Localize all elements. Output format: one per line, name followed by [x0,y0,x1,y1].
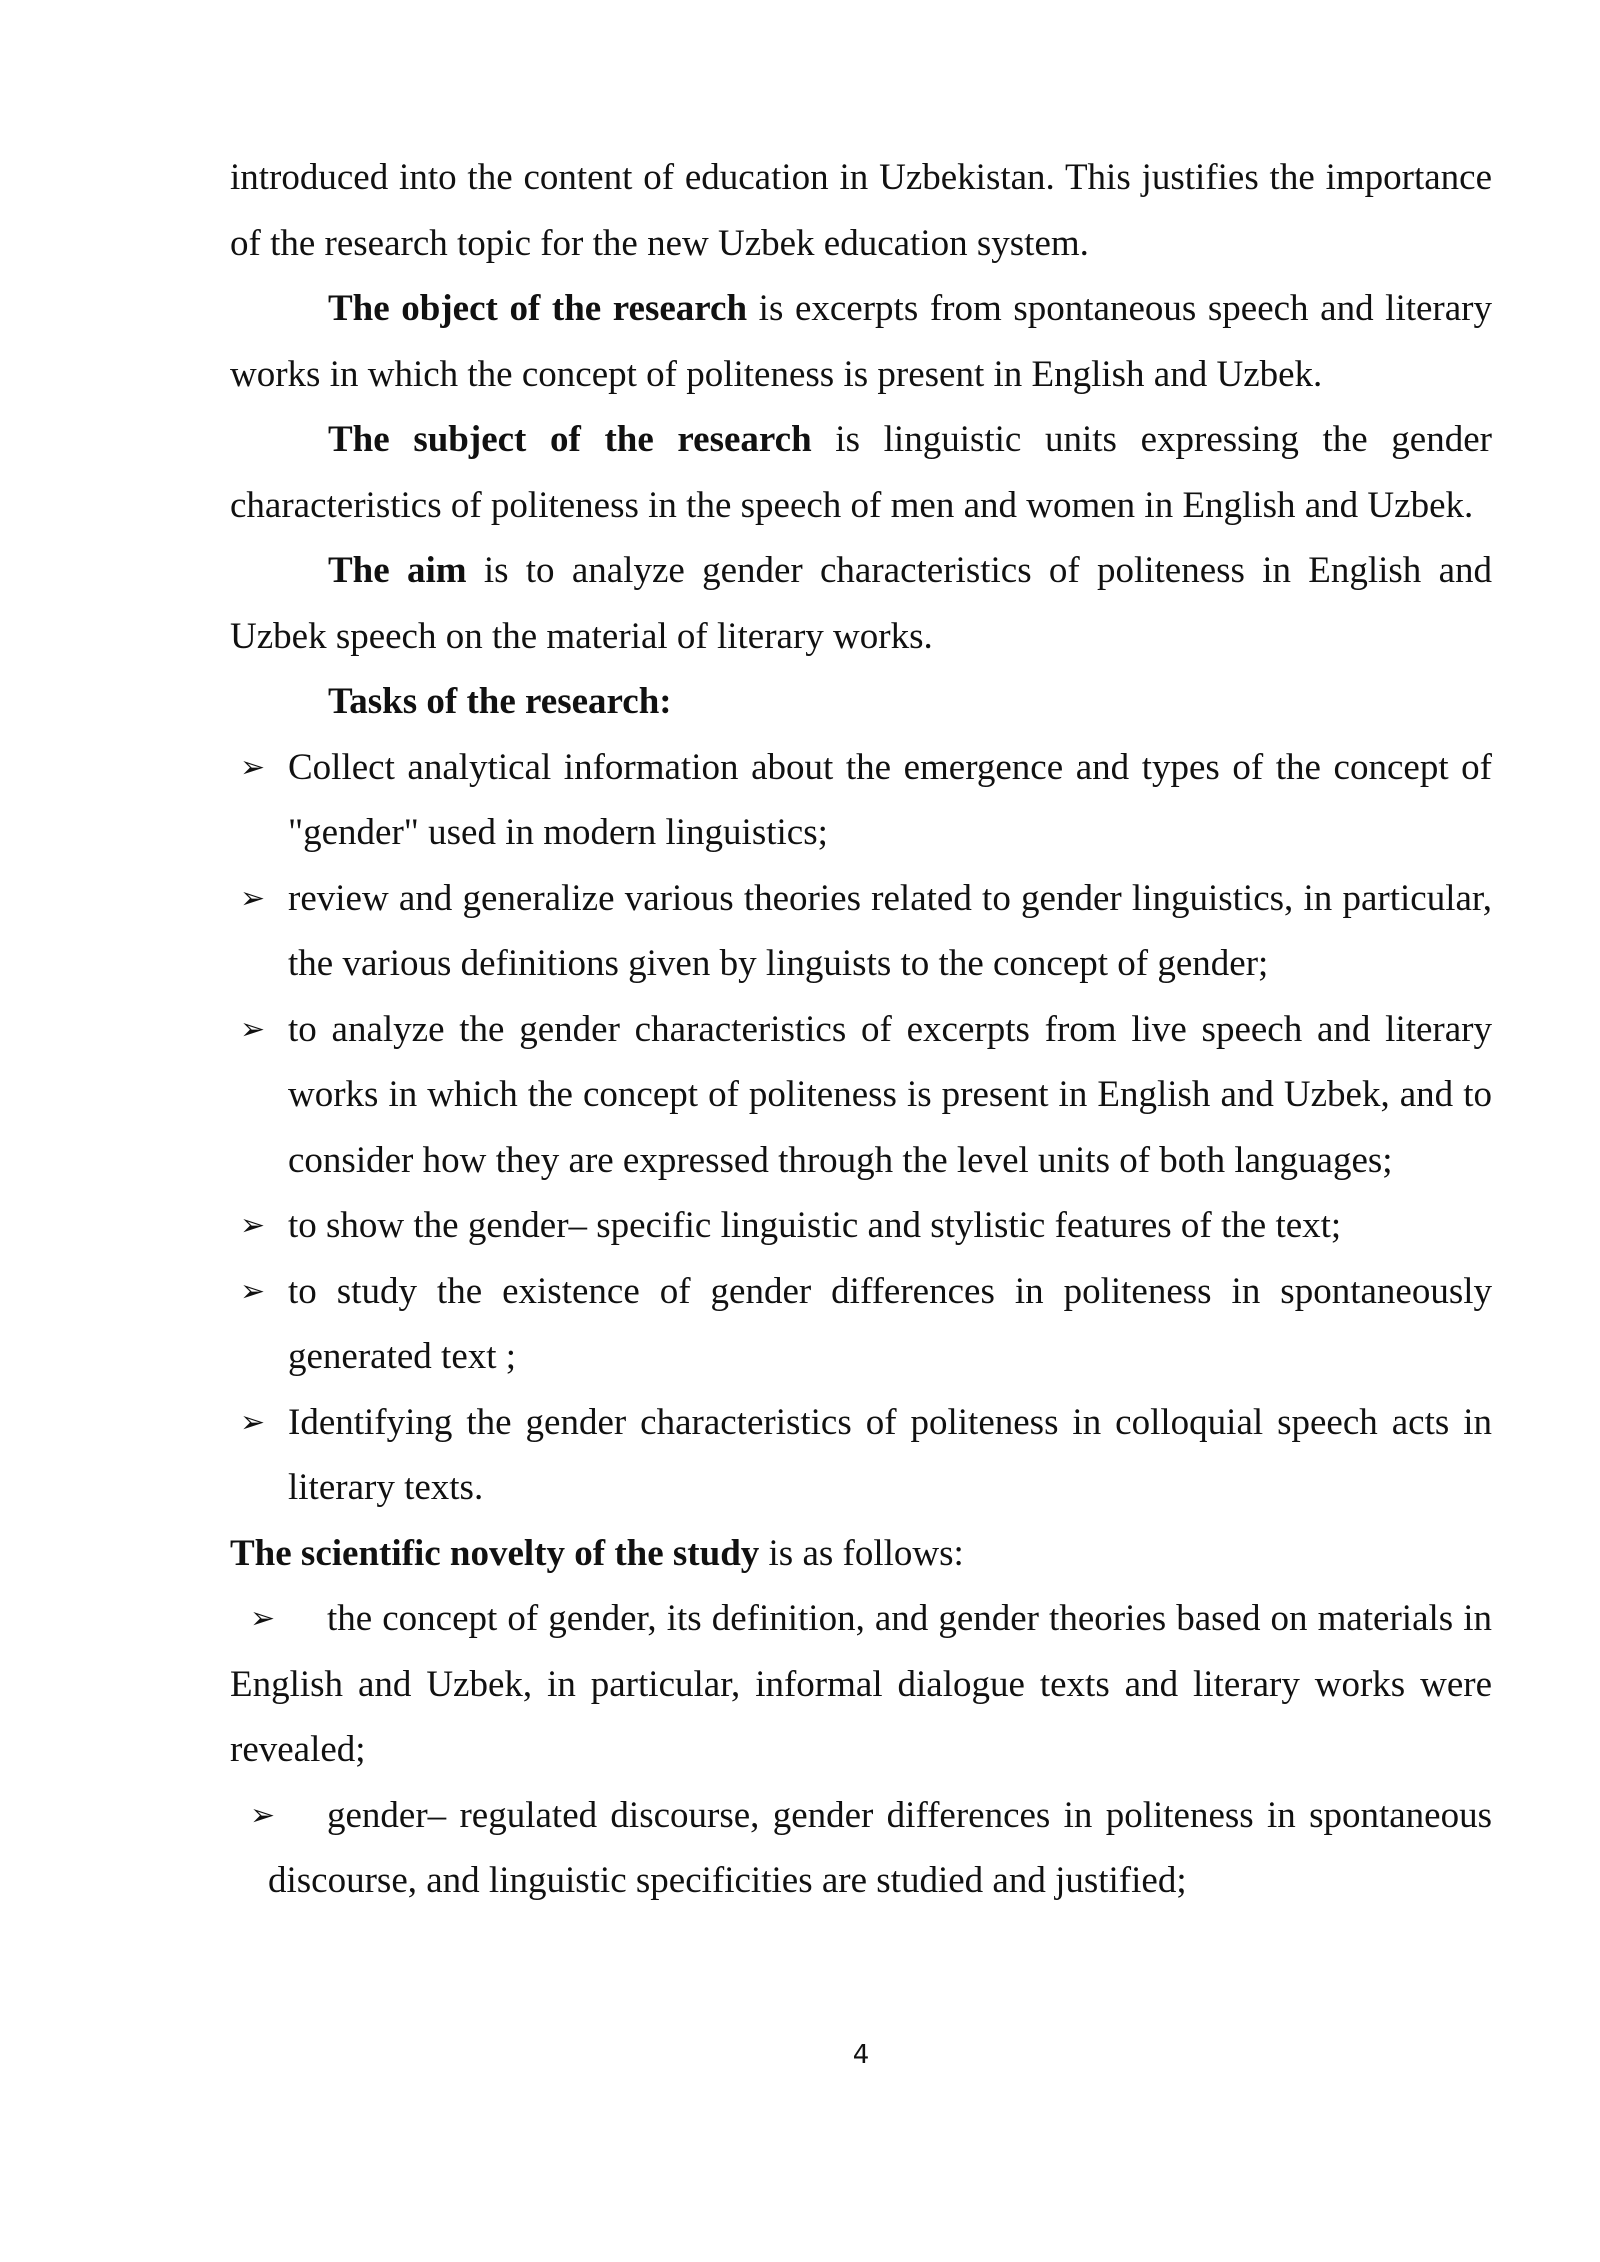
arrow-bullet-icon: ➢ [240,1011,266,1047]
aim-label: The aim [328,550,467,591]
list-item: ➢ to show the gender– specific linguistic and stylistic features of the text; [230,1193,1492,1259]
novelty-text: is as follows: [759,1532,964,1574]
subject-text: is linguistic units expressing the gender characteristics of politeness in the speech of men and women in English and Uzbek. [230,419,1492,526]
novelty-label: The scientific novelty of the study [230,1532,760,1574]
page-number: 4 [852,2040,870,2070]
novelty-heading-paragraph [230,1521,1492,1587]
aim-paragraph [230,538,1492,669]
arrow-bullet-icon: ➢ [240,1273,266,1309]
arrow-bullet-icon: ➢ [250,1601,276,1636]
tasks-heading: Tasks of the research: [328,681,672,722]
subject-paragraph [230,407,1492,538]
arrow-bullet-icon: ➢ [240,1404,266,1440]
list-item: ➢ to study the existence of gender differences in politeness in spontaneously generated text ; [230,1259,1492,1390]
list-item: ➢ Identifying the gender characteristics of politeness in colloquial speech acts in literary texts. [230,1390,1492,1521]
list-item: ➢ Collect analytical information about the emergence and types of the concept of "gender" used in modern linguistics; [230,735,1492,866]
object-label: The object of the research [328,288,748,329]
page-body [230,145,1492,1914]
arrow-bullet-icon: ➢ [240,1208,266,1243]
subject-label: The subject of the research [328,419,812,460]
novelty-item: ➢ the concept of gender, its definition, and gender theories based on materials in English and Uzbek, in particular, informal dialogue texts and literary works were revealed; [230,1586,1492,1783]
object-paragraph [230,276,1492,407]
arrow-bullet-icon: ➢ [240,880,266,916]
list-item: ➢ review and generalize various theories related to gender linguistics, in particular, the various definitions given by linguists to the concept of gender; [230,866,1492,997]
novelty-item: ➢ gender– regulated discourse, gender differences in politeness in spontaneous discourse, and linguistic specificities are studied and justified; [230,1783,1492,1914]
arrow-bullet-icon: ➢ [250,1797,276,1833]
object-text: is excerpts from spontaneous speech and literary works in which the concept of politeness is present in English and Uzbek. [230,288,1492,395]
aim-text: is to analyze gender characteristics of politeness in English and Uzbek speech on the material of literary works. [230,550,1492,657]
arrow-bullet-icon: ➢ [240,749,266,785]
list-item: ➢ to analyze the gender characteristics of excerpts from live speech and literary works in which the concept of politeness is present in English and Uzbek, and to consider how they are expressed through the level units of both languages; [230,997,1492,1194]
tasks-list [230,735,1492,1521]
intro-paragraph: introduced into the content of education in Uzbekistan. This justifies the importance of the research topic for the new Uzbek education system. [230,157,1492,264]
